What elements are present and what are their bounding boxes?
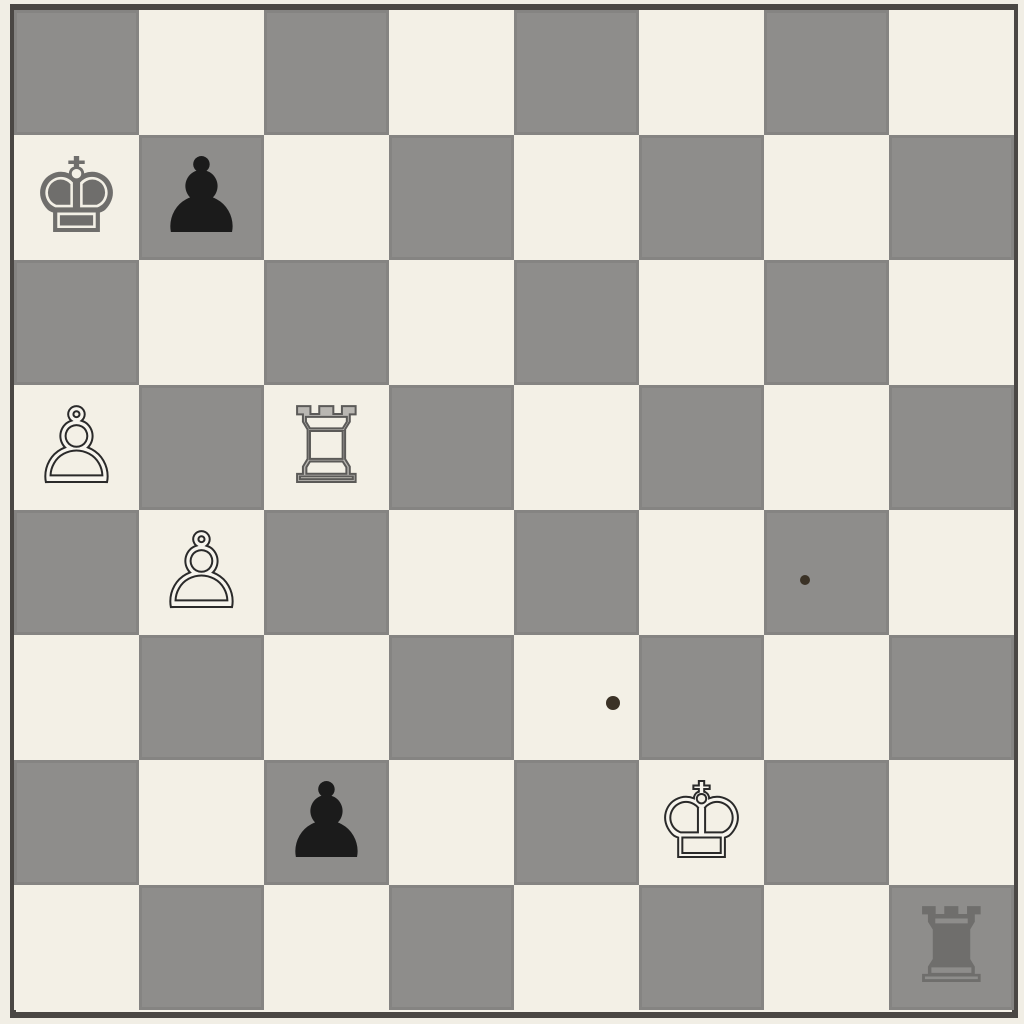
square-d2[interactable] (389, 760, 514, 885)
white-king-icon[interactable]: ♔ (654, 759, 749, 882)
square-c5[interactable] (264, 385, 389, 510)
white-rook-icon[interactable]: ♖ (279, 384, 374, 507)
square-a6[interactable] (14, 260, 139, 385)
square-f3[interactable] (639, 635, 764, 760)
square-f7[interactable] (639, 135, 764, 260)
square-g4[interactable] (764, 510, 889, 635)
square-d4[interactable] (389, 510, 514, 635)
square-d5[interactable] (389, 385, 514, 510)
white-pawn-icon[interactable]: ♙ (29, 384, 124, 507)
square-g8[interactable] (764, 10, 889, 135)
square-b7[interactable] (139, 135, 264, 260)
square-a1[interactable] (14, 885, 139, 1010)
square-c1[interactable] (264, 885, 389, 1010)
square-h4[interactable] (889, 510, 1014, 635)
square-f1[interactable] (639, 885, 764, 1010)
square-a7[interactable] (14, 135, 139, 260)
square-g1[interactable] (764, 885, 889, 1010)
square-c4[interactable] (264, 510, 389, 635)
square-g6[interactable] (764, 260, 889, 385)
square-e6[interactable] (514, 260, 639, 385)
square-e2[interactable] (514, 760, 639, 885)
black-pawn-icon[interactable]: ♟ (279, 759, 374, 882)
square-g5[interactable] (764, 385, 889, 510)
square-h8[interactable] (889, 10, 1014, 135)
square-d1[interactable] (389, 885, 514, 1010)
square-d6[interactable] (389, 260, 514, 385)
square-d8[interactable] (389, 10, 514, 135)
square-c8[interactable] (264, 10, 389, 135)
black-pawn-icon[interactable]: ♟ (154, 134, 249, 257)
square-e3[interactable] (514, 635, 639, 760)
square-e5[interactable] (514, 385, 639, 510)
square-b3[interactable] (139, 635, 264, 760)
square-e1[interactable] (514, 885, 639, 1010)
square-c7[interactable] (264, 135, 389, 260)
square-b8[interactable] (139, 10, 264, 135)
square-h3[interactable] (889, 635, 1014, 760)
square-c3[interactable] (264, 635, 389, 760)
square-d3[interactable] (389, 635, 514, 760)
square-f5[interactable] (639, 385, 764, 510)
square-b2[interactable] (139, 760, 264, 885)
black-king-icon[interactable]: ♚ (29, 134, 124, 257)
square-b1[interactable] (139, 885, 264, 1010)
square-f2[interactable] (639, 760, 764, 885)
square-a5[interactable] (14, 385, 139, 510)
square-h5[interactable] (889, 385, 1014, 510)
white-pawn-icon[interactable]: ♙ (154, 509, 249, 632)
square-e7[interactable] (514, 135, 639, 260)
square-a4[interactable] (14, 510, 139, 635)
square-c2[interactable] (264, 760, 389, 885)
square-a8[interactable] (14, 10, 139, 135)
square-h6[interactable] (889, 260, 1014, 385)
square-h2[interactable] (889, 760, 1014, 885)
square-h1[interactable] (889, 885, 1014, 1010)
square-e8[interactable] (514, 10, 639, 135)
square-g2[interactable] (764, 760, 889, 885)
print-speck (606, 696, 620, 710)
chessboard (14, 10, 1014, 1010)
square-g3[interactable] (764, 635, 889, 760)
square-b4[interactable] (139, 510, 264, 635)
square-f6[interactable] (639, 260, 764, 385)
print-speck (800, 575, 810, 585)
square-e4[interactable] (514, 510, 639, 635)
square-g7[interactable] (764, 135, 889, 260)
square-f4[interactable] (639, 510, 764, 635)
square-f8[interactable] (639, 10, 764, 135)
square-a2[interactable] (14, 760, 139, 885)
square-b5[interactable] (139, 385, 264, 510)
square-a3[interactable] (14, 635, 139, 760)
black-rook-icon[interactable]: ♜ (904, 884, 999, 1007)
square-c6[interactable] (264, 260, 389, 385)
square-b6[interactable] (139, 260, 264, 385)
square-h7[interactable] (889, 135, 1014, 260)
square-d7[interactable] (389, 135, 514, 260)
